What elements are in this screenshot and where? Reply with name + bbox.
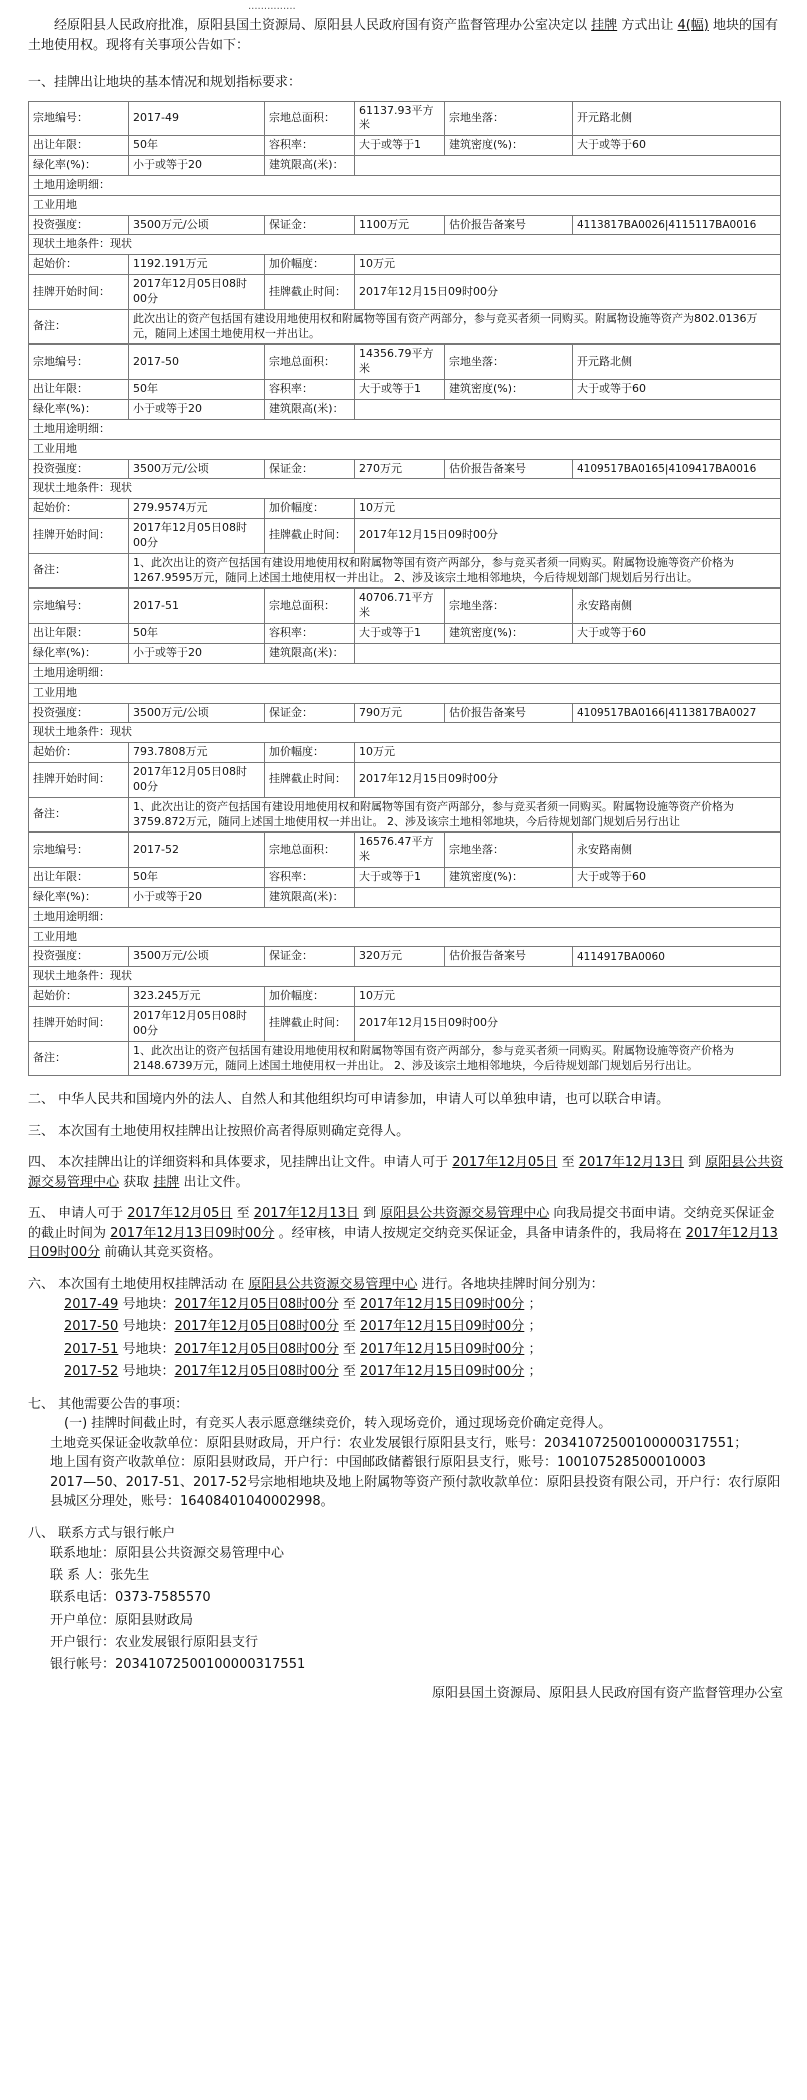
label-cell: 宗地编号： <box>29 589 129 624</box>
parcel-deposit: 270万元 <box>355 459 445 479</box>
label-cell: 宗地总面积： <box>265 101 355 136</box>
s6-place: 原阳县公共资源交易管理中心 <box>248 1276 418 1292</box>
parcel-listing-end: 2017年12月15日09时00分 <box>355 275 781 310</box>
parcel-remark: 1、此次出让的资产包括国有建设用地使用权和附属物等国有资产两部分，参与竞买者须一同购买。附属物设施等资产价格为3759.872万元，随同上述国土地使用权一并出让。 2、涉及该宗土地相邻地块，今后待规划部门规划后另行出让 <box>129 797 781 832</box>
parcel-increment: 10万元 <box>355 987 781 1007</box>
s5-text: 。经审核，申请人按规定交纳竞买保证金，具备申请条件的，我局将在 <box>278 1225 682 1241</box>
schedule-end: 2017年12月15日09时00分 <box>360 1341 525 1357</box>
label-cell: 绿化率(%)： <box>29 643 129 663</box>
label-cell: 备注： <box>29 797 129 832</box>
label-cell: 保证金： <box>265 947 355 967</box>
schedule-text: ； <box>528 1363 542 1379</box>
label-cell: 加价幅度： <box>265 743 355 763</box>
parcel-tables <box>28 101 787 1077</box>
schedule-row <box>64 1339 787 1361</box>
label-cell: 现状土地条件： <box>33 725 110 739</box>
parcel-table <box>28 344 781 588</box>
listing-schedule <box>28 1294 787 1382</box>
parcel-condition: 现状 <box>110 969 132 983</box>
parcel-far: 大于或等于1 <box>355 380 445 400</box>
label-cell: 估价报告备案号 <box>445 703 573 723</box>
parcel-table <box>28 832 781 1076</box>
label-cell: 绿化率(%)： <box>29 156 129 176</box>
schedule-row <box>64 1316 787 1338</box>
parcel-location: 永安路南侧 <box>573 589 781 624</box>
s4-text: 到 <box>688 1155 702 1171</box>
schedule-parcel-id: 2017-52 <box>64 1363 119 1379</box>
intro-method: 挂牌 <box>591 18 618 33</box>
parcel-height <box>355 156 781 176</box>
label-cell: 备注： <box>29 1041 129 1076</box>
label-cell: 现状土地条件： <box>33 481 110 495</box>
label-cell: 挂牌截止时间： <box>265 763 355 798</box>
label-cell: 加价幅度： <box>265 987 355 1007</box>
label-cell: 估价报告备案号 <box>445 947 573 967</box>
label-cell: 挂牌开始时间： <box>29 275 129 310</box>
label-cell: 宗地编号： <box>29 833 129 868</box>
label-cell: 容积率： <box>265 136 355 156</box>
parcel-appraisal: 4113817BA0026|4115117BA0016 <box>573 215 781 235</box>
intro-count: 4(幅) <box>677 18 709 33</box>
s4-text: 获取 <box>123 1174 150 1190</box>
parcel-location: 开元路北侧 <box>573 345 781 380</box>
label-cell: 投资强度： <box>29 947 129 967</box>
schedule-parcel-id: 2017-49 <box>64 1297 119 1313</box>
parcel-increment: 10万元 <box>355 255 781 275</box>
schedule-end: 2017年12月15日09时00分 <box>360 1319 525 1335</box>
s5-date-from: 2017年12月05日 <box>127 1206 233 1222</box>
label-cell: 备注： <box>29 309 129 344</box>
section7 <box>28 1395 787 1512</box>
label-cell: 挂牌开始时间： <box>29 519 129 554</box>
s7-price-account: 地上国有资产收款单位：原阳县财政局，开户行：中国邮政储蓄银行原阳县支行，账号：100107528500010003 <box>50 1455 706 1471</box>
schedule-start: 2017年12月05日08时00分 <box>174 1341 339 1357</box>
label-cell: 宗地编号： <box>29 345 129 380</box>
label-cell: 保证金： <box>265 459 355 479</box>
parcel-use: 工业用地 <box>29 683 781 703</box>
parcel-density: 大于或等于60 <box>573 868 781 888</box>
schedule-text: 至 <box>342 1319 356 1335</box>
label-cell: 投资强度： <box>29 459 129 479</box>
label-cell: 保证金： <box>265 215 355 235</box>
parcel-use: 工业用地 <box>29 439 781 459</box>
s4-place: 原阳县公共资源交易管理中心 <box>28 1155 784 1190</box>
label-cell: 绿化率(%)： <box>29 400 129 420</box>
parcel-green: 小于或等于20 <box>129 643 265 663</box>
label-cell: 起始价： <box>29 499 129 519</box>
parcel-far: 大于或等于1 <box>355 868 445 888</box>
parcel-invest: 3500万元/公顷 <box>129 459 265 479</box>
parcel-use: 工业用地 <box>29 195 781 215</box>
parcel-invest: 3500万元/公顷 <box>129 947 265 967</box>
parcel-remark: 1、此次出让的资产包括国有建设用地使用权和附属物等国有资产两部分，参与竞买者须一同购买。附属物设施等资产价格为1267.9595万元，随同上述国土地使用权一并出让。 2、涉及该宗土地相邻地块，今后待规划部门规划后另行出让。 <box>129 553 781 588</box>
schedule-text: 至 <box>342 1297 356 1313</box>
parcel-green: 小于或等于20 <box>129 400 265 420</box>
s4-date-from: 2017年12月05日 <box>452 1155 558 1171</box>
parcel-green: 小于或等于20 <box>129 156 265 176</box>
schedule-end: 2017年12月15日09时00分 <box>360 1297 525 1313</box>
label-cell: 容积率： <box>265 380 355 400</box>
parcel-id: 2017-51 <box>129 589 265 624</box>
parcel-listing-end: 2017年12月15日09时00分 <box>355 519 781 554</box>
label-cell: 建筑限高(米)： <box>265 156 355 176</box>
parcel-start-price: 793.7808万元 <box>129 743 265 763</box>
section8 <box>28 1524 787 1676</box>
label-cell: 起始价： <box>29 987 129 1007</box>
parcel-start-price: 323.245万元 <box>129 987 265 1007</box>
label-cell: 宗地总面积： <box>265 345 355 380</box>
parcel-deposit: 320万元 <box>355 947 445 967</box>
label-cell: 宗地坐落： <box>445 833 573 868</box>
parcel-listing-start: 2017年12月05日08时00分 <box>129 519 265 554</box>
parcel-invest: 3500万元/公顷 <box>129 703 265 723</box>
label-cell: 估价报告备案号 <box>445 215 573 235</box>
s4-text: 至 <box>561 1155 575 1171</box>
label-cell: 宗地编号： <box>29 101 129 136</box>
section3: 三、 本次国有土地使用权挂牌出让按照价高者得原则确定竞得人。 <box>28 1123 410 1139</box>
parcel-invest: 3500万元/公顷 <box>129 215 265 235</box>
parcel-density: 大于或等于60 <box>573 380 781 400</box>
parcel-area: 16576.47平方米 <box>355 833 445 868</box>
section2: 二、 中华人民共和国境内外的法人、自然人和其他组织均可申请参加，申请人可以单独申请，也可以联合申请。 <box>28 1092 670 1108</box>
schedule-start: 2017年12月05日08时00分 <box>174 1363 339 1379</box>
parcel-increment: 10万元 <box>355 499 781 519</box>
intro-text: 经原阳县人民政府批准，原阳县国土资源局、原阳县人民政府国有资产监督管理办公室决定以 <box>54 18 588 33</box>
schedule-text: ； <box>528 1319 542 1335</box>
parcel-deposit: 790万元 <box>355 703 445 723</box>
schedule-parcel-id: 2017-50 <box>64 1319 119 1335</box>
schedule-parcel-id: 2017-51 <box>64 1341 119 1357</box>
parcel-table <box>28 101 781 345</box>
parcel-height <box>355 643 781 663</box>
parcel-listing-end: 2017年12月15日09时00分 <box>355 1007 781 1042</box>
parcel-years: 50年 <box>129 380 265 400</box>
label-cell: 土地用途明细： <box>29 419 781 439</box>
label-cell: 出让年限： <box>29 380 129 400</box>
s8-contact: 联 系 人：张先生 <box>50 1568 150 1584</box>
schedule-row <box>64 1294 787 1316</box>
schedule-start: 2017年12月05日08时00分 <box>174 1319 339 1335</box>
label-cell: 投资强度： <box>29 703 129 723</box>
condition-row <box>29 235 781 255</box>
parcel-listing-start: 2017年12月05日08时00分 <box>129 275 265 310</box>
label-cell: 出让年限： <box>29 624 129 644</box>
parcel-condition: 现状 <box>110 725 132 739</box>
parcel-height <box>355 887 781 907</box>
label-cell: 加价幅度： <box>265 255 355 275</box>
label-cell: 现状土地条件： <box>33 969 110 983</box>
label-cell: 投资强度： <box>29 215 129 235</box>
s6-text: 六、 本次国有土地使用权挂牌活动 在 <box>28 1276 245 1292</box>
s5-deadline: 2017年12月13日09时00分 <box>110 1225 275 1241</box>
cut-off-top-line: ............... <box>248 2 296 12</box>
label-cell: 宗地坐落： <box>445 101 573 136</box>
s5-text: 五、 申请人可于 <box>28 1206 124 1222</box>
label-cell: 土地用途明细： <box>29 907 781 927</box>
parcel-area: 61137.93平方米 <box>355 101 445 136</box>
parcel-id: 2017-50 <box>129 345 265 380</box>
label-cell: 出让年限： <box>29 868 129 888</box>
s5-confirm: 2017年12月13日09时00分 <box>28 1225 778 1261</box>
schedule-text: 号地块： <box>122 1297 175 1313</box>
parcel-id: 2017-52 <box>129 833 265 868</box>
parcel-start-price: 1192.191万元 <box>129 255 265 275</box>
condition-row <box>29 479 781 499</box>
label-cell: 建筑限高(米)： <box>265 400 355 420</box>
s8-unit: 开户单位：原阳县财政局 <box>50 1612 194 1628</box>
parcel-far: 大于或等于1 <box>355 624 445 644</box>
label-cell: 备注： <box>29 553 129 588</box>
intro-paragraph <box>28 16 787 55</box>
s4-method: 挂牌 <box>153 1174 180 1190</box>
label-cell: 挂牌开始时间： <box>29 763 129 798</box>
label-cell: 容积率： <box>265 868 355 888</box>
label-cell: 绿化率(%)： <box>29 887 129 907</box>
label-cell: 宗地总面积： <box>265 589 355 624</box>
schedule-end: 2017年12月15日09时00分 <box>360 1363 525 1379</box>
label-cell: 建筑密度(%)： <box>445 380 573 400</box>
schedule-text: 至 <box>342 1363 356 1379</box>
parcel-remark: 此次出让的资产包括国有建设用地使用权和附属物等国有资产两部分，参与竞买者须一同购买。附属物设施等资产为802.0136万元，随同上述国土地使用权一并出让。 <box>129 309 781 344</box>
parcel-area: 40706.71平方米 <box>355 589 445 624</box>
s4-text: 四、 本次挂牌出让的详细资料和具体要求，见挂牌出让文件。申请人可于 <box>28 1155 449 1171</box>
label-cell: 现状土地条件： <box>33 237 110 251</box>
parcel-increment: 10万元 <box>355 743 781 763</box>
parcel-density: 大于或等于60 <box>573 136 781 156</box>
parcel-use: 工业用地 <box>29 927 781 947</box>
parcel-listing-start: 2017年12月05日08时00分 <box>129 763 265 798</box>
section1-title: 一、挂牌出让地块的基本情况和规划指标要求： <box>28 75 302 90</box>
condition-row <box>29 723 781 743</box>
label-cell: 宗地总面积： <box>265 833 355 868</box>
schedule-text: 号地块： <box>122 1341 175 1357</box>
s8-account: 银行帐号：20341072500100000317551 <box>50 1656 306 1672</box>
label-cell: 土地用途明细： <box>29 175 781 195</box>
label-cell: 建筑密度(%)： <box>445 868 573 888</box>
parcel-location: 开元路北侧 <box>573 101 781 136</box>
label-cell: 起始价： <box>29 255 129 275</box>
s6-text: 进行。各地块挂牌时间分别为： <box>421 1276 604 1292</box>
label-cell: 建筑限高(米)： <box>265 887 355 907</box>
parcel-years: 50年 <box>129 136 265 156</box>
parcel-listing-start: 2017年12月05日08时00分 <box>129 1007 265 1042</box>
s5-place: 原阳县公共资源交易管理中心 <box>380 1206 550 1222</box>
s5-text: 向我局提交书面申请。交纳竞买保证金的截止时间为 <box>28 1206 775 1241</box>
s8-address: 联系地址：原阳县公共资源交易管理中心 <box>50 1546 285 1562</box>
schedule-text: ； <box>528 1341 542 1357</box>
parcel-height <box>355 400 781 420</box>
s8-phone: 联系电话：0373-7585570 <box>50 1590 211 1606</box>
schedule-row <box>64 1361 787 1383</box>
label-cell: 出让年限： <box>29 136 129 156</box>
label-cell: 建筑限高(米)： <box>265 643 355 663</box>
parcel-location: 永安路南侧 <box>573 833 781 868</box>
label-cell: 起始价： <box>29 743 129 763</box>
parcel-table <box>28 588 781 832</box>
parcel-appraisal: 4109517BA0166|4113817BA0027 <box>573 703 781 723</box>
condition-row <box>29 967 781 987</box>
parcel-years: 50年 <box>129 624 265 644</box>
parcel-id: 2017-49 <box>129 101 265 136</box>
s4-text: 出让文件。 <box>183 1174 249 1190</box>
parcel-remark: 1、此次出让的资产包括国有建设用地使用权和附属物等国有资产两部分，参与竞买者须一同购买。附属物设施等资产价格为2148.6739万元，随同上述国土地使用权一并出让。 2、涉及该宗土地相邻地块，今后待规划部门规划后另行出让。 <box>129 1041 781 1076</box>
label-cell: 加价幅度： <box>265 499 355 519</box>
parcel-appraisal: 4109517BA0165|4109417BA0016 <box>573 459 781 479</box>
schedule-text: 至 <box>342 1341 356 1357</box>
parcel-start-price: 279.9574万元 <box>129 499 265 519</box>
s8-bank: 开户银行：农业发展银行原阳县支行 <box>50 1634 259 1650</box>
label-cell: 建筑密度(%)： <box>445 136 573 156</box>
label-cell: 保证金： <box>265 703 355 723</box>
sections <box>28 1090 787 1703</box>
schedule-text: 号地块： <box>122 1319 175 1335</box>
s5-date-to: 2017年12月13日 <box>253 1206 359 1222</box>
label-cell: 宗地坐落： <box>445 345 573 380</box>
parcel-deposit: 1100万元 <box>355 215 445 235</box>
s7-deposit-account: 土地竞买保证金收款单位：原阳县财政局，开户行：农业发展银行原阳县支行，账号：20341072500100000317551； <box>50 1435 748 1451</box>
parcel-far: 大于或等于1 <box>355 136 445 156</box>
parcel-listing-end: 2017年12月15日09时00分 <box>355 763 781 798</box>
label-cell: 宗地坐落： <box>445 589 573 624</box>
section6 <box>28 1275 787 1383</box>
s5-text: 到 <box>363 1206 377 1222</box>
parcel-area: 14356.79平方米 <box>355 345 445 380</box>
s5-text: 前确认其竞买资格。 <box>104 1245 222 1261</box>
s5-text: 至 <box>236 1206 250 1222</box>
label-cell: 容积率： <box>265 624 355 644</box>
schedule-text: 号地块： <box>122 1363 175 1379</box>
schedule-text: ； <box>528 1297 542 1313</box>
parcel-appraisal: 4114917BA0060 <box>573 947 781 967</box>
label-cell: 估价报告备案号 <box>445 459 573 479</box>
signature: 原阳县国土资源局、原阳县人民政府国有资产监督管理办公室 <box>431 1685 783 1701</box>
label-cell: 土地用途明细： <box>29 663 781 683</box>
section4 <box>28 1153 787 1192</box>
s7-prepay: 2017—50、2017-51、2017-52号宗地相地块及地上附属物等资产预付款收款单位：原阳县投资有限公司，开户行：农行原阳县城区分理处，账号：16408401040002998。 <box>50 1474 781 1510</box>
intro-text: 地块的国有土地使用权。现将有关事项公告如下： <box>28 18 779 53</box>
intro-text: 方式出让 <box>621 18 674 33</box>
schedule-start: 2017年12月05日08时00分 <box>174 1297 339 1313</box>
s7-item1: (一) 挂牌时间截止时，有竞买人表示愿意继续竞价，转入现场竞价，通过现场竞价确定竞得人。 <box>64 1416 612 1432</box>
label-cell: 建筑密度(%)： <box>445 624 573 644</box>
label-cell: 挂牌开始时间： <box>29 1007 129 1042</box>
s8-title: 八、 联系方式与银行帐户 <box>28 1525 176 1541</box>
parcel-condition: 现状 <box>110 481 132 495</box>
s4-date-to: 2017年12月13日 <box>578 1155 684 1171</box>
parcel-condition: 现状 <box>110 237 132 251</box>
parcel-density: 大于或等于60 <box>573 624 781 644</box>
label-cell: 挂牌截止时间： <box>265 1007 355 1042</box>
label-cell: 挂牌截止时间： <box>265 275 355 310</box>
s7-title: 七、 其他需要公告的事项： <box>28 1396 189 1412</box>
label-cell: 挂牌截止时间： <box>265 519 355 554</box>
parcel-green: 小于或等于20 <box>129 887 265 907</box>
section5 <box>28 1204 787 1263</box>
parcel-years: 50年 <box>129 868 265 888</box>
